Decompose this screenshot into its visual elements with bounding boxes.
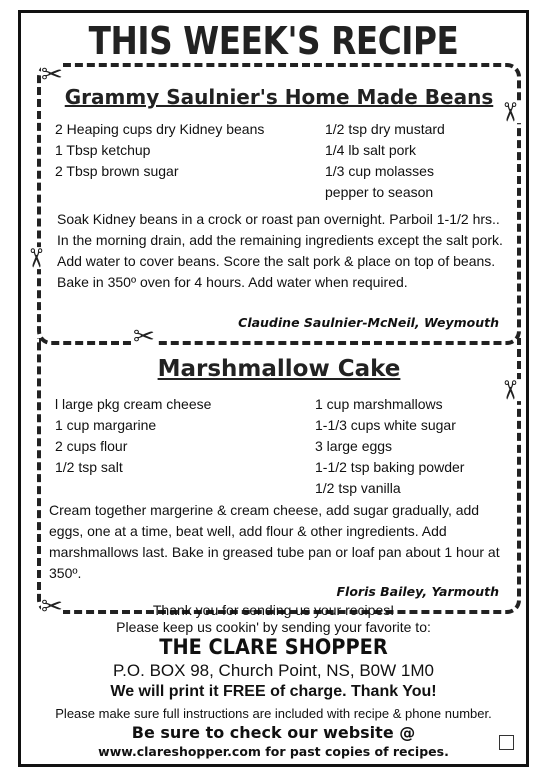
mailing-address: P.O. BOX 98, Church Point, NS, B0W 1M0 [113, 661, 434, 680]
ingredient: 1/2 tsp vanilla [315, 480, 401, 496]
website-link[interactable]: www.clareshopper.com for past copies of recipes. [98, 744, 449, 759]
scissors-icon: ✂ [41, 59, 63, 89]
website-prompt: Be sure to check our website @ [131, 723, 416, 742]
scissors-icon: ✂ [494, 379, 525, 401]
publisher-name: THE CLARE SHOPPER [159, 635, 388, 659]
scissors-icon: ✂ [494, 101, 525, 123]
recipe-title-cake: Marshmallow Cake [157, 356, 401, 382]
free-print-line: We will print it FREE of charge. Thank You! [110, 683, 437, 700]
ingredient: 1 cup marshmallows [315, 396, 443, 412]
recipe-page [18, 10, 529, 767]
ingredient: 1 cup margarine [55, 417, 157, 433]
ingredient: 2 Tbsp brown sugar [55, 163, 179, 179]
directions-cake: Cream together margerine & cream cheese, add sugar gradually, add eggs, one at a time, beat well, add flour & other ingredients. Add marshmallows last. Bake in greased tube pan or loaf pan about 1 hour at 350º. [49, 502, 500, 581]
ingredient: 1/2 tsp dry mustard [325, 121, 445, 137]
ingredient: 1/4 lb salt pork [325, 142, 417, 158]
ingredient: 1/2 tsp salt [55, 459, 123, 475]
credit-cake: Floris Bailey, Yarmouth [336, 584, 499, 599]
recipe-title-beans: Grammy Saulnier's Home Made Beans [64, 85, 494, 109]
ingredient: 1-1/2 tsp baking powder [315, 459, 465, 475]
scissors-icon: ✂ [41, 591, 63, 621]
ingredient: 2 Heaping cups dry Kidney beans [55, 121, 265, 137]
ingredient: 1-1/3 cups white sugar [315, 417, 456, 433]
send-favorite-line: Please keep us cookin' by sending your favorite to: [116, 619, 431, 635]
recipe-card-cake [37, 338, 525, 614]
ingredients-right-beans [325, 119, 445, 203]
ingredient: 2 cups flour [55, 438, 128, 454]
checkbox-icon [499, 735, 514, 750]
recipe-card-beans [37, 59, 525, 345]
page-title: THIS WEEK'S RECIPE [88, 19, 459, 63]
ingredient: 3 large eggs [315, 438, 393, 454]
instructions-line: Please make sure full instructions are included with recipe & phone number. [55, 706, 492, 721]
ingredients-left-cake [55, 394, 211, 478]
ingredient: 1/3 cup molasses [325, 163, 434, 179]
ingredient: 1 Tbsp ketchup [55, 142, 151, 158]
thank-you-line: Thank you for sending us your recipes! [152, 602, 395, 618]
directions-beans: Soak Kidney beans in a crock or roast pan overnight. Parboil 1-1/2 hrs.. In the morning drain, add the remaining ingredients except the salt pork. Add water to cover beans. Score the salt pork & place on top of beans. Bake in 350º oven for 4 hours. Add water when required. [57, 211, 503, 290]
ingredient: l large pkg cream cheese [55, 396, 212, 412]
ingredients-right-cake [315, 394, 464, 499]
ingredient: pepper to season [325, 184, 434, 200]
scissors-icon: ✂ [133, 321, 155, 351]
credit-beans: Claudine Saulnier-McNeil, Weymouth [238, 315, 499, 330]
ingredients-left-beans [55, 119, 264, 182]
scissors-icon: ✂ [20, 247, 51, 269]
